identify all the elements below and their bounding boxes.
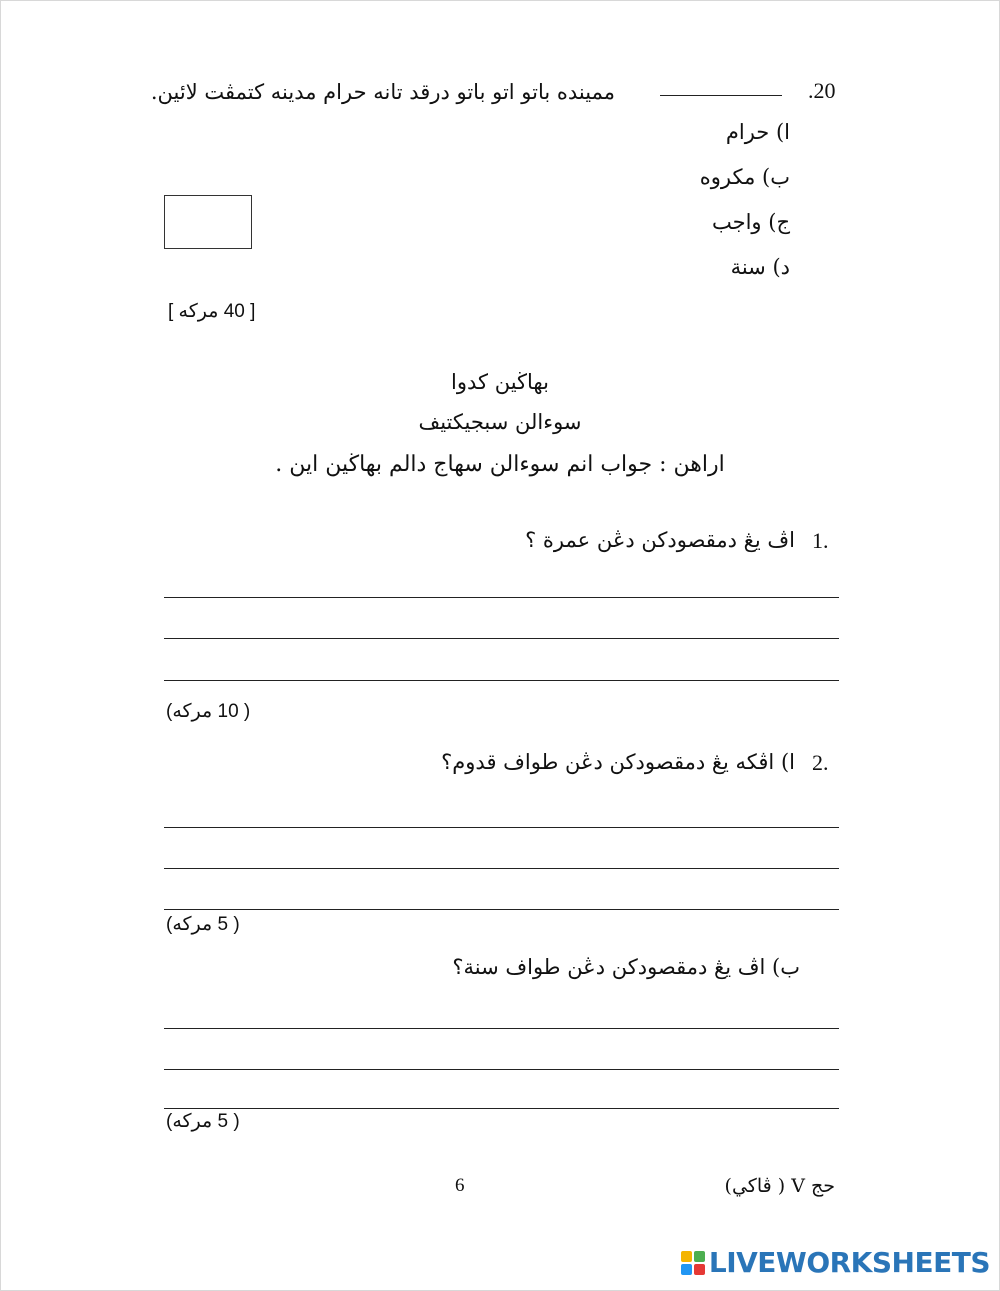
q20-option-c-letter: ج) [768,210,790,234]
question-2b-letter: ب) [772,955,800,979]
question-20-number: .20 [808,78,836,103]
liveworksheets-logo-icon [681,1251,705,1275]
question-2a-text: اڤكه يڠ دمقصودكن دڠن طواف قدوم؟ [441,750,775,774]
q2a-answer-line-3[interactable] [164,909,839,910]
q20-option-a-letter: ا) [775,120,790,144]
q20-option-d[interactable] [731,255,790,279]
question-20-blank[interactable] [660,95,782,96]
section-subtitle: سوءالن سبجيكتيف [418,410,582,434]
page-number: 6 [455,1175,465,1196]
q20-option-b-text: مكروه [699,165,756,189]
question-1-number: 1. [812,528,829,553]
q1-answer-line-1[interactable] [164,597,839,598]
q2b-marks: ( 5 مركه) [166,1111,240,1132]
q20-option-c-text: واجب [711,210,762,234]
q20-option-d-text: سنة [730,255,766,279]
q20-answer-box[interactable] [164,195,252,249]
section-title: بهاڬين كدوا [451,370,549,394]
q2a-answer-line-2[interactable] [164,868,839,869]
q20-option-b[interactable] [700,165,790,189]
q20-option-a[interactable] [726,120,790,144]
section-instruction: اراهن : جواب انم سوءالن سهاج دالم بهاڬين اين . [275,452,725,477]
q2b-answer-line-1[interactable] [164,1028,839,1029]
q20-option-a-text: حرام [725,120,770,144]
q1-marks: ( 10 مركه) [166,701,251,722]
q20-option-b-letter: ب) [762,165,790,189]
q1-answer-line-2[interactable] [164,638,839,639]
question-1-text: اڤ يڠ دمقصودكن دڠن عمرة ؟ [525,528,795,552]
question-2a-letter: ا) [780,750,795,774]
q2b-answer-line-2[interactable] [164,1069,839,1070]
question-2a [441,750,795,774]
q20-option-c[interactable] [712,210,790,234]
question-2b-text: اڤ يڠ دمقصودكن دڠن طواف سنة؟ [452,955,766,979]
q2a-marks: ( 5 مركه) [166,914,240,935]
question-20-stem: مميندە باتو اتو باتو درقد تانە حرام مدينه كتمڤت لائين. [150,80,615,104]
subject-code: حج V ( ڤاكي) [724,1175,835,1197]
liveworksheets-brand [681,1246,990,1279]
liveworksheets-text: LIVEWORKSHEETS [708,1246,990,1279]
section-marks: [ 40 مركه ] [168,301,256,322]
q20-option-d-letter: د) [772,255,790,279]
question-2-number: 2. [812,750,829,775]
q2a-answer-line-1[interactable] [164,827,839,828]
question-2b [452,955,800,979]
q2b-answer-line-3[interactable] [164,1108,839,1109]
q1-answer-line-3[interactable] [164,680,839,681]
